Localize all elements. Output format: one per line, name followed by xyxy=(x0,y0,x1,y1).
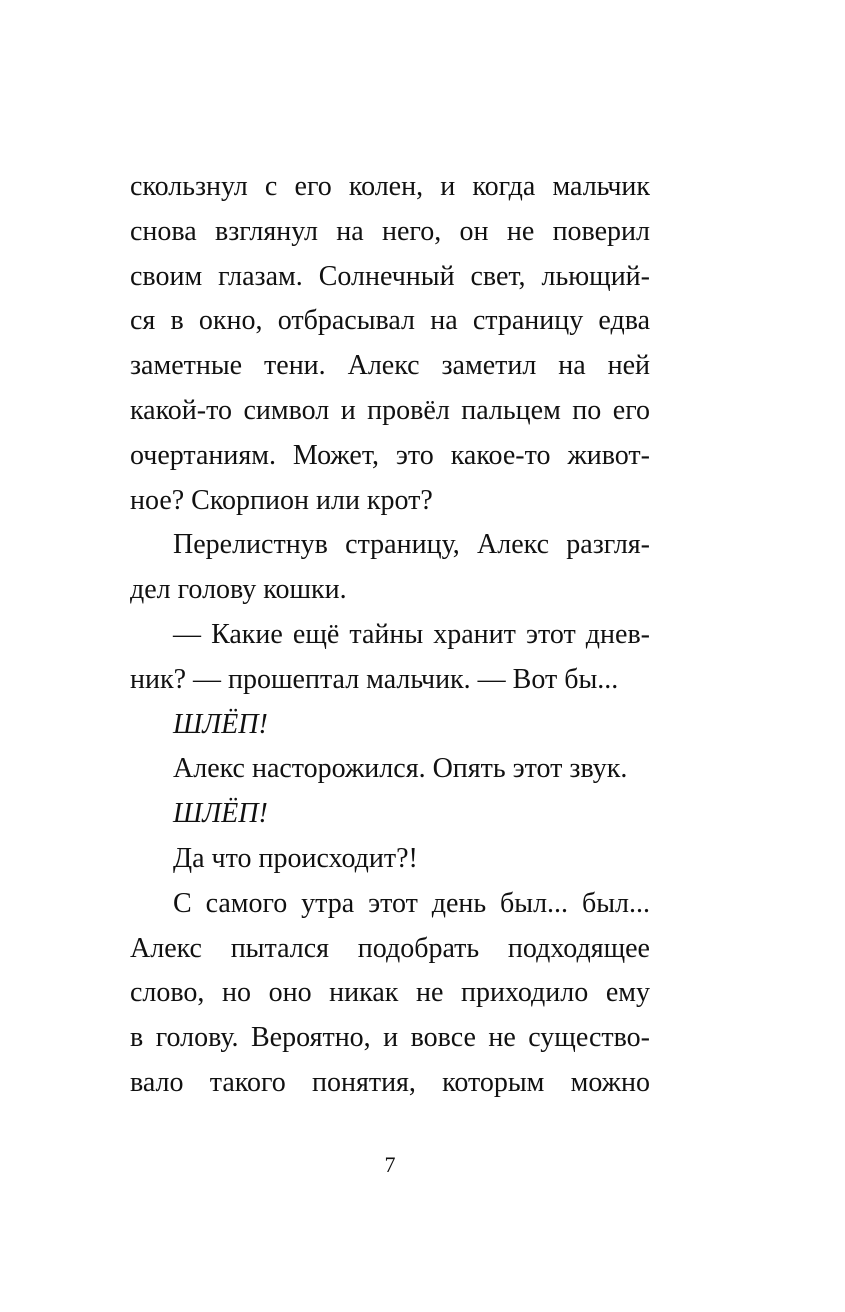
text-line: С самого утра этот день был... был... xyxy=(173,887,650,919)
sound-effect-line: ШЛЁП! xyxy=(173,708,268,740)
text-line: ник? — прошептал мальчик. — Вот бы... xyxy=(130,663,619,695)
text-line: Алекс пытался подобрать подходящее xyxy=(130,932,650,964)
sound-effect-line: ШЛЁП! xyxy=(173,798,268,830)
text-line: заметные тени. Алекс заметил на ней xyxy=(130,350,650,382)
text-line: какой-то символ и провёл пальцем по его xyxy=(130,394,650,426)
text-line: ся в окно, отбрасывал на страницу едва xyxy=(130,305,650,337)
text-line: слово, но оно никак не приходило ему xyxy=(130,977,650,1009)
text-line: дел голову кошки. xyxy=(130,574,347,606)
text-line: скользнул с его колен, и когда мальчик xyxy=(130,171,650,202)
text-line: своим глазам. Солнечный свет, льющий- xyxy=(130,260,650,292)
text-line: Перелистнув страницу, Алекс разгля- xyxy=(173,529,650,561)
text-line: Да что происходит?! xyxy=(173,842,418,874)
text-line: в голову. Вероятно, и вовсе не существо- xyxy=(130,1022,650,1054)
text-line: вало такого понятия, которым можно xyxy=(130,1066,650,1098)
text-line: Алекс насторожился. Опять этот звук. xyxy=(173,753,628,785)
text-line: снова взглянул на него, он не поверил xyxy=(130,215,650,247)
page-number: 7 xyxy=(384,1152,396,1177)
text-line: — Какие ещё тайны хранит этот днев- xyxy=(173,618,650,650)
text-line: очертаниям. Может, это какое-то живот- xyxy=(130,439,650,471)
text-line: ное? Скорпион или крот? xyxy=(130,484,433,516)
body-text xyxy=(130,165,650,1106)
